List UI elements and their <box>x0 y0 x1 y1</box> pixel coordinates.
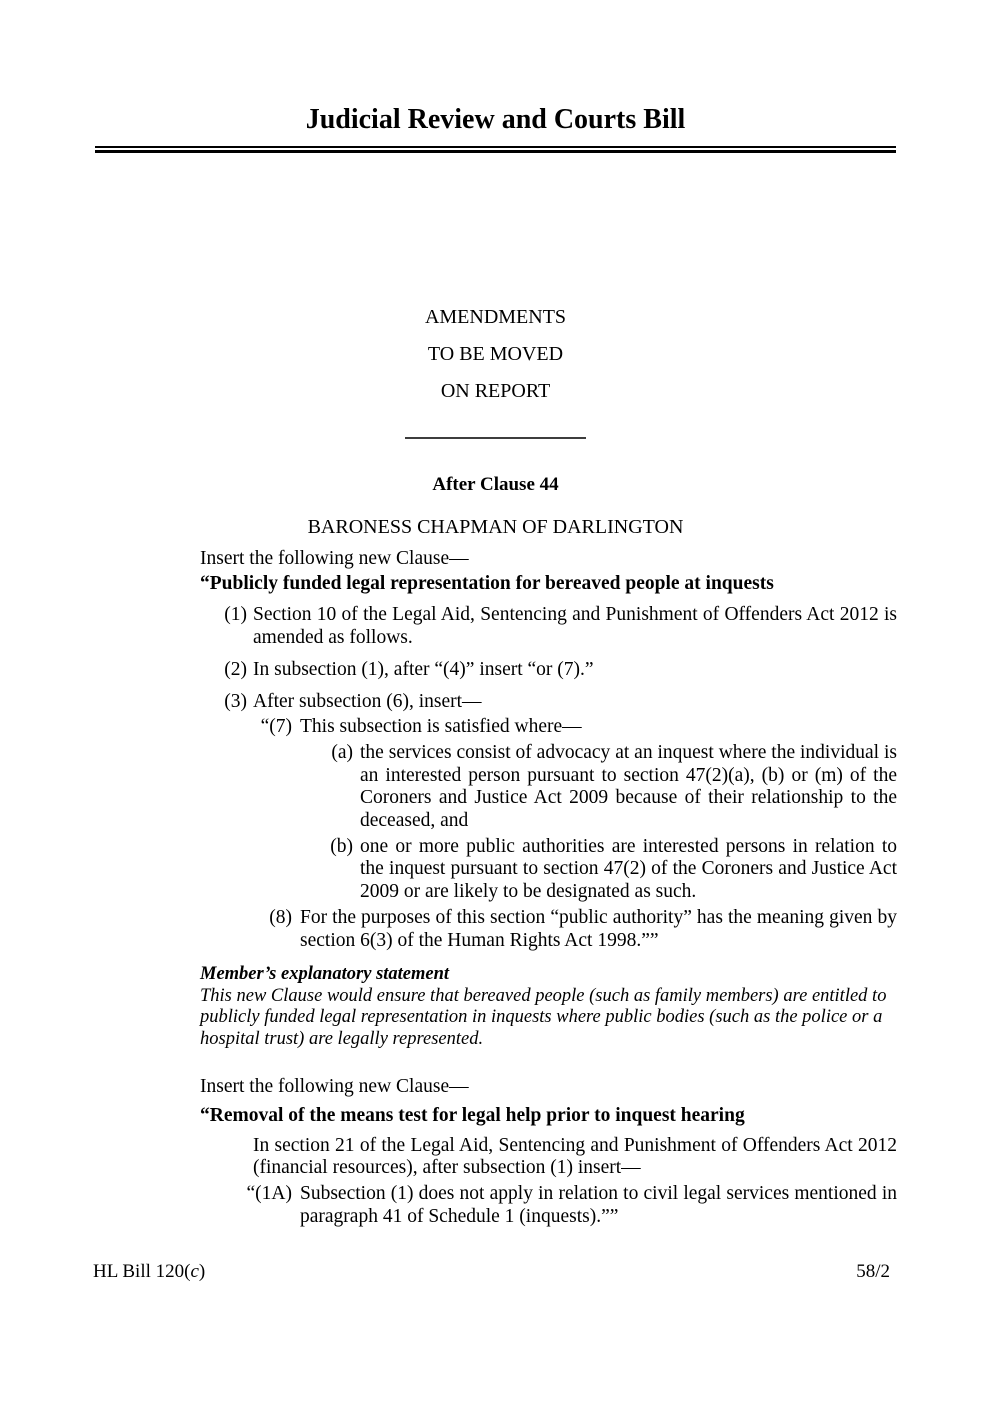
paragraph-b-number: (b) <box>330 835 353 857</box>
subsection-7-number: “(7) <box>260 716 292 738</box>
title-rule-thick <box>95 150 896 153</box>
after-clause-heading: After Clause 44 <box>432 474 559 495</box>
clause-item-2 <box>200 659 897 682</box>
bill-title: Judicial Review and Courts Bill <box>305 104 686 135</box>
amendment1-clause-title: “Publicly funded legal representation for bereaved people at inquests <box>200 572 774 594</box>
footer-bill-number-italic: c <box>190 1261 199 1282</box>
subsection-7 <box>200 716 897 739</box>
section-separator-rule <box>405 437 586 439</box>
footer-bill-number-suffix: ) <box>198 1261 206 1282</box>
footer-session-number: 58/2 <box>856 1261 890 1282</box>
footer-bill-number <box>93 1260 205 1283</box>
clause-item-1-number: (1) <box>224 604 247 626</box>
member-name: BARONESS CHAPMAN OF DARLINGTON <box>307 516 684 538</box>
clause-item-2-text: In subsection (1), after “(4)” insert “or (7).” <box>253 658 594 680</box>
subsection-8-text: For the purposes of this section “public authority” has the meaning given by section 6(3) of the Human Rights Act 1998.”” <box>300 906 897 951</box>
clause-item-1 <box>200 604 897 649</box>
paragraph-a-text: the services consist of advocacy at an inquest where the individual is an interested person pursuant to section 47(2)(a), (b) or (m) of the Coroners and Justice Act 2009 because of their relationship to the deceased, and <box>360 741 897 832</box>
explanatory-statement-heading: Member’s explanatory statement <box>200 964 450 985</box>
paragraph-b-text: one or more public authorities are interested persons in relation to the inquest pursuant to section 47(2) of the Coroners and Justice Act 2009 or are likely to be designated as such. <box>360 835 897 903</box>
amendments-heading-block <box>0 299 991 410</box>
clause-item-3 <box>200 691 897 714</box>
subsection-1A-number: “(1A) <box>246 1183 292 1205</box>
clause-item-3-text: After subsection (6), insert— <box>253 690 482 712</box>
title-rule-thin <box>95 146 896 148</box>
subsection-1A-text: Subsection (1) does not apply in relation to civil legal services mentioned in paragraph 41 of Schedule 1 (inquests).”” <box>300 1183 897 1227</box>
amendment2-clause-title: “Removal of the means test for legal help prior to inquest hearing <box>200 1104 745 1126</box>
explanatory-statement-text: This new Clause would ensure that bereaved people (such as family members) are entitled to publicly funded legal representation in inquests where public bodies (such as the police or a hospital trust) are legally represented. <box>200 985 887 1049</box>
clause-item-1-text: Section 10 of the Legal Aid, Sentencing and Punishment of Offenders Act 2012 is amended as follows. <box>253 604 897 649</box>
paragraph-a <box>200 742 897 833</box>
amendment2-body: In section 21 of the Legal Aid, Sentencing and Punishment of Offenders Act 2012 (financial resources), after subsection (1) insert— <box>253 1134 897 1179</box>
amendment-content <box>200 548 897 1228</box>
amendment1-instruction: Insert the following new Clause— <box>200 548 469 569</box>
heading-line-on-report: ON REPORT <box>440 380 551 402</box>
subsection-8-number: (8) <box>269 906 292 928</box>
clause-item-2-number: (2) <box>224 658 247 680</box>
paragraph-a-number: (a) <box>331 741 353 763</box>
subsection-8 <box>200 907 897 952</box>
clause-item-3-number: (3) <box>224 690 247 712</box>
subsection-1A <box>200 1183 897 1228</box>
amendment2-instruction: Insert the following new Clause— <box>200 1076 469 1098</box>
footer-bill-number-prefix: HL Bill 120( <box>93 1261 191 1282</box>
paragraph-b <box>200 836 897 904</box>
page-footer <box>93 1260 890 1283</box>
title-double-rule <box>95 146 896 153</box>
subsection-7-text: This subsection is satisfied where— <box>300 716 582 738</box>
heading-line-amendments: AMENDMENTS <box>424 306 567 328</box>
heading-line-to-be-moved: TO BE MOVED <box>427 343 564 365</box>
